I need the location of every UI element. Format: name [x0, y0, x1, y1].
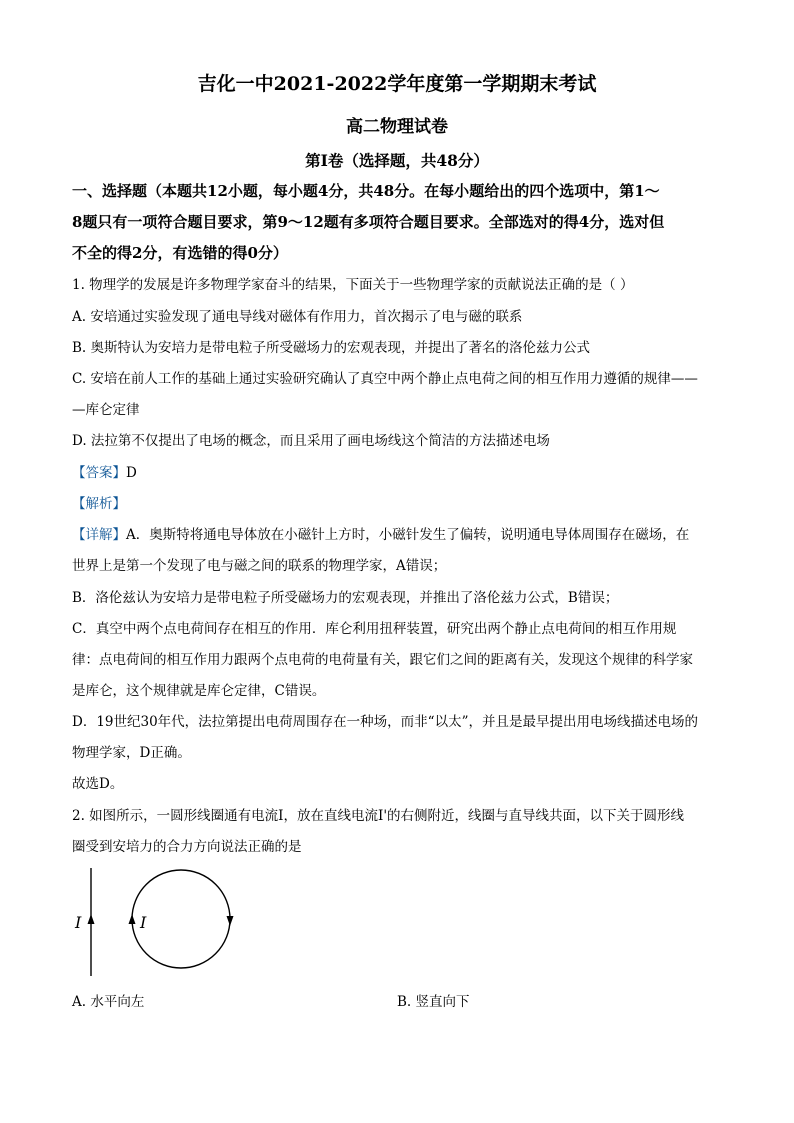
question-1-detail-line-6: 是库仑，这个规律就是库仑定律，C错误。 — [72, 683, 326, 699]
question-1-option-c-line-2: —库仑定律 — [72, 402, 140, 418]
loop-current-arrow-right-icon — [227, 916, 234, 926]
loop-current-arrow-left-icon — [129, 914, 136, 924]
wire-current-arrow-icon — [88, 914, 95, 924]
answer-value: D — [126, 465, 137, 481]
detail-text-1: A．奥斯特将通电导体放在小磁针上方时，小磁针发生了偏转，说明通电导体周围存在磁场，在 — [126, 527, 690, 543]
question-1-conclusion: 故选D。 — [72, 776, 124, 792]
wire-current-label: I — [75, 913, 82, 932]
question-1-detail-line-5: 律：点电荷间的相互作用力跟两个点电荷的电荷量有关，跟它们之间的距离有关，发现这个规律的科学家 — [72, 652, 693, 668]
question-1-detail-line-4: C．真空中两个点电荷间存在相互的作用．库仑利用扭秤装置，研究出两个静止点电荷间的相互作用规 — [72, 621, 677, 637]
question-1-stem: 1. 物理学的发展是许多物理学家奋斗的结果，下面关于一些物理学家的贡献说法正确的是（ ） — [72, 277, 634, 293]
question-1-option-c-line-1: C. 安培在前人工作的基础上通过实验研究确认了真空中两个静止点电荷之间的相互作用力遵循的规律—— — [72, 371, 698, 387]
detail-tag: 【详解】 — [72, 527, 126, 543]
question-2-option-a: A. 水平向左 — [72, 994, 145, 1010]
question-1-option-a: A. 安培通过实验发现了通电导线对磁体有作用力，首次揭示了电与磁的联系 — [72, 309, 523, 325]
question-1-analysis-tag — [72, 494, 722, 514]
section-instructions-line-2: 8题只有一项符合题目要求，第9～12题有多项符合题目要求。全部选对的得4分，选对但 — [72, 213, 665, 231]
question-2-option-b: B. 竖直向下 — [397, 994, 470, 1010]
question-1-option-d: D. 法拉第不仅提出了电场的概念，而且采用了画电场线这个简洁的方法描述电场 — [72, 433, 550, 449]
question-1-detail-line-1 — [72, 525, 722, 545]
analysis-tag: 【解析】 — [72, 496, 126, 512]
section-instructions-line-1: 一、选择题（本题共12小题，每小题4分，共48分。在每小题给出的四个选项中，第1～ — [72, 182, 660, 200]
answer-tag: 【答案】 — [72, 465, 126, 481]
wire-and-loop-diagram — [66, 862, 246, 982]
section-title: 第Ⅰ卷（选择题，共48分） — [305, 151, 489, 170]
question-1-detail-line-7: D．19世纪30年代，法拉第提出电荷周围存在一种场，而非“以太”，并且是最早提出用电场线描述电场的 — [72, 714, 698, 730]
question-1-detail-line-3: B．洛伦兹认为安培力是带电粒子所受磁场力的宏观表现，并推出了洛伦兹力公式，B错误； — [72, 590, 619, 606]
question-1-detail-line-2: 世界上是第一个发现了电与磁之间的联系的物理学家，A错误； — [72, 558, 447, 574]
section-instructions-line-3: 不全的得2分，有选错的得0分） — [72, 244, 288, 262]
question-1-option-b: B. 奥斯特认为安培力是带电粒子所受磁场力的宏观表现，并提出了著名的洛伦兹力公式 — [72, 340, 591, 356]
loop-current-label: I — [140, 913, 147, 932]
question-2-stem-line-1: 2. 如图所示，一圆形线圈通有电流I，放在直线电流I'的右侧附近，线圈与直导线共面，以下关于圆形线 — [72, 808, 685, 824]
circular-loop — [132, 870, 230, 968]
question-2-figure — [66, 862, 246, 982]
question-2-stem-line-2: 圈受到安培力的合力方向说法正确的是 — [72, 839, 302, 855]
exam-title: 吉化一中2021-2022学年度第一学期期末考试 — [197, 73, 597, 95]
question-1-answer — [72, 463, 722, 483]
exam-subtitle: 高二物理试卷 — [346, 117, 448, 137]
question-1-detail-line-8: 物理学家，D正确。 — [72, 745, 191, 761]
